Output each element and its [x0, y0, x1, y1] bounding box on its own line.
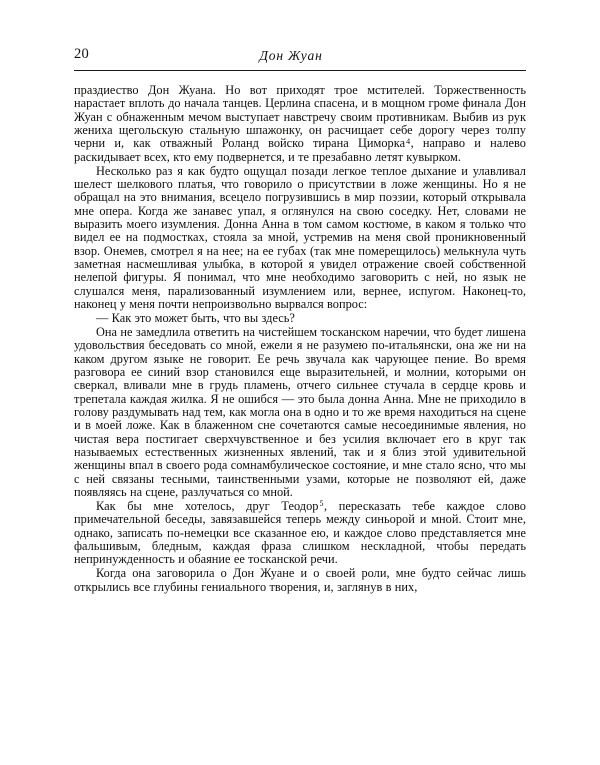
footnote-marker[interactable]: 5: [319, 499, 324, 509]
page-number: 20: [74, 46, 89, 62]
dialogue-line: — Как это может быть, что вы здесь?: [96, 311, 295, 326]
paragraph: Когда она заговорила о Дон Жуане и о своей роли, мне будто сейчас лишь открылись все глубины гениального творения, и, заглянув в них,: [74, 566, 526, 594]
paragraph: Несколько раз я как будто ощущал позади легкое теплое дыхание и улавливал шелест шелкового платья, что говорило о присутствии в ложе женщины. Но я не обращал на это внимания, всецело погрузившись в мир поэзии, который открывала мне опера. Когда же занавес упал, я оглянулся на свою соседку. Нет, словами не выразить моего изумления. Донна Анна в том самом костюме, в каком я только что видел ее на подмостках, стояла за мной, устремив на меня свой проникновенный взор. Онемев, смотрел я на нее; на ее губах (так мне померещилось) мелькнула чуть заметная насмешливая улыбка, в которой я увидел отражение своей собственной нелепой фигуры. Я понимал, что мне необходимо заговорить с ней, но язык не слушался меня, парализованный изумлением или, вернее, испугом. Наконец-то, наконец у меня почти непроизвольно вырвался вопрос:: [74, 163, 526, 312]
paragraph: праздиество Дон Жуана. Но вот приходят трое мстителей. Торжественность нарастает вплоть до начала танцев. Церлина спасена, и в мощном громе финала Дон Жуан с обнаженным мечом выступает навстречу своим противникам. Выбив из рук жениха щегольскую стальную шпажонку, он расчищает себе дорогу через толпу черни и, как отважный Роланд войско тирана Циморка$^4$, направо и налево раскидывает всех, кто ему подвернется, и те презабавно летят кувырком.: [74, 83, 526, 164]
paragraph: Она не замедлила ответить на чистейшем тосканском наречии, что будет лишена удовольствия беседовать со мной, ежели я не разумею по-итальянски, она же ни на каком другом языке не говорит. Ее речь звучала как чарующее пение. Во время разговора ее синий взор становился еще выразительней, и молнии, которыми он сверкал, вливали мне в грудь пламень, отчего сильнее стучала в сердце кровь и трепетала каждая жилка. Я не ошибся — это была донна Анна. Мне не приходило в голову раздумывать над тем, как могла она в одно и то же время находиться на сцене и в моей ложе. Как в блаженном сне сочетаются самые несоединимые явления, но чистая вера постигает сверхчувственное и без усилия включает его в круг так называемых естественных жизненных явлений, так и я близ этой удивительной женщины впал в своего рода сомнамбулическое состояние, и мне стало ясно, что мы с ней связаны тесными, таинственными узами, которые не позволяют ей, даже появляясь на сцене, разлучаться со мной.: [74, 324, 526, 500]
paragraph: Как бы мне хотелось, друг Теодор$^5$, пересказать тебе каждое слово примечательной беседы, завязавшейся теперь между синьорой и мной. Стоит мне, однако, записать по-немецки все сказанное ею, и каждое слово представляется мне фальшивым, бледным, каждая фраза слишком нескладной, чтобы передать непринужденность и обаяние ее тосканской речи.: [74, 499, 526, 567]
running-header: [74, 46, 526, 68]
header-divider: [74, 70, 526, 71]
body-text: [74, 84, 526, 594]
footnote-marker[interactable]: 4: [406, 136, 411, 146]
running-title: Дон Жуан: [259, 48, 323, 63]
